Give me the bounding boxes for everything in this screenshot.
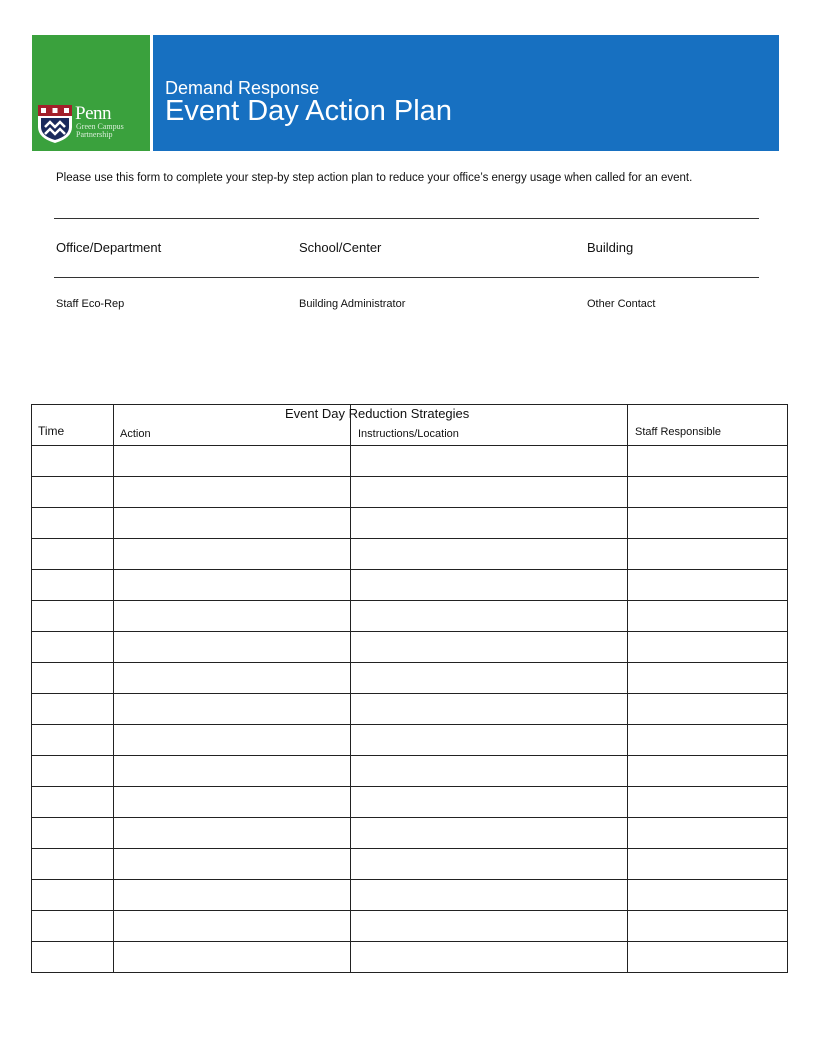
time-cell[interactable] (32, 508, 114, 539)
table-row (32, 446, 788, 477)
staff-responsible-header: Staff Responsible (635, 426, 722, 438)
table-row (32, 508, 788, 539)
staff-cell[interactable] (628, 911, 788, 942)
time-cell[interactable] (32, 756, 114, 787)
page-title: Event Day Action Plan (165, 95, 452, 127)
penn-shield-icon (38, 105, 72, 143)
instructions-cell[interactable] (351, 725, 628, 756)
time-cell[interactable] (32, 880, 114, 911)
staff-cell[interactable] (628, 601, 788, 632)
table-row (32, 477, 788, 508)
intro-text: Please use this form to complete your step-by step action plan to reduce your office’s energy usage when called for an event. (56, 172, 693, 184)
staff-cell[interactable] (628, 694, 788, 725)
table-title: Event Day Reduction Strategies (285, 406, 470, 421)
instructions-cell[interactable] (351, 880, 628, 911)
instructions-cell[interactable] (351, 508, 628, 539)
instructions-cell[interactable] (351, 787, 628, 818)
table-row (32, 942, 788, 973)
action-cell[interactable] (114, 508, 351, 539)
table-row (32, 725, 788, 756)
table-row (32, 911, 788, 942)
staff-cell[interactable] (628, 787, 788, 818)
instructions-cell[interactable] (351, 663, 628, 694)
staff-cell[interactable] (628, 570, 788, 601)
table-row (32, 570, 788, 601)
action-cell[interactable] (114, 539, 351, 570)
divider (54, 218, 759, 219)
time-cell[interactable] (32, 911, 114, 942)
staff-cell[interactable] (628, 632, 788, 663)
penn-tagline-2: Partnership (76, 130, 113, 139)
time-cell[interactable] (32, 446, 114, 477)
office-department-label: Office/Department (56, 240, 162, 255)
instructions-cell[interactable] (351, 942, 628, 973)
action-cell[interactable] (114, 756, 351, 787)
time-cell[interactable] (32, 818, 114, 849)
time-cell[interactable] (32, 942, 114, 973)
staff-cell[interactable] (628, 725, 788, 756)
action-cell[interactable] (114, 632, 351, 663)
action-cell[interactable] (114, 911, 351, 942)
building-label: Building (587, 240, 634, 255)
building-administrator-label: Building Administrator (299, 298, 406, 310)
action-cell[interactable] (114, 818, 351, 849)
instructions-cell[interactable] (351, 601, 628, 632)
instructions-cell[interactable] (351, 632, 628, 663)
staff-cell[interactable] (628, 446, 788, 477)
staff-eco-rep-label: Staff Eco-Rep (56, 298, 125, 310)
action-cell[interactable] (114, 663, 351, 694)
time-cell[interactable] (32, 570, 114, 601)
staff-cell[interactable] (628, 508, 788, 539)
time-cell[interactable] (32, 663, 114, 694)
instructions-cell[interactable] (351, 539, 628, 570)
table-row (32, 880, 788, 911)
page-subtitle: Demand Response (165, 78, 320, 98)
table-row (32, 601, 788, 632)
action-cell[interactable] (114, 446, 351, 477)
instructions-cell[interactable] (351, 477, 628, 508)
action-cell[interactable] (114, 725, 351, 756)
staff-cell[interactable] (628, 880, 788, 911)
table-row (32, 539, 788, 570)
action-cell[interactable] (114, 880, 351, 911)
instructions-cell[interactable] (351, 818, 628, 849)
action-plan-table (31, 404, 788, 973)
time-cell[interactable] (32, 477, 114, 508)
instructions-cell[interactable] (351, 570, 628, 601)
action-cell[interactable] (114, 787, 351, 818)
table-row (32, 694, 788, 725)
other-contact-label: Other Contact (587, 298, 656, 310)
table-row (32, 818, 788, 849)
instructions-cell[interactable] (351, 446, 628, 477)
staff-cell[interactable] (628, 818, 788, 849)
time-cell[interactable] (32, 632, 114, 663)
header-staff (628, 405, 788, 446)
action-cell[interactable] (114, 570, 351, 601)
time-cell[interactable] (32, 601, 114, 632)
header-banner (32, 35, 779, 151)
staff-cell[interactable] (628, 539, 788, 570)
time-cell[interactable] (32, 849, 114, 880)
instructions-cell[interactable] (351, 756, 628, 787)
table-row (32, 663, 788, 694)
staff-cell[interactable] (628, 477, 788, 508)
staff-cell[interactable] (628, 663, 788, 694)
table-row (32, 632, 788, 663)
table-row (32, 787, 788, 818)
table-row (32, 756, 788, 787)
time-cell[interactable] (32, 725, 114, 756)
header-time (32, 405, 114, 446)
staff-cell[interactable] (628, 942, 788, 973)
time-header: Time (38, 424, 65, 438)
penn-tagline-1: Green Campus (76, 122, 124, 131)
instructions-location-header: Instructions/Location (358, 428, 459, 440)
divider (54, 277, 759, 278)
time-cell[interactable] (32, 539, 114, 570)
penn-logo (32, 35, 150, 151)
instructions-cell[interactable] (351, 911, 628, 942)
school-center-label: School/Center (299, 240, 382, 255)
staff-cell[interactable] (628, 756, 788, 787)
action-cell[interactable] (114, 849, 351, 880)
action-cell[interactable] (114, 601, 351, 632)
time-cell[interactable] (32, 694, 114, 725)
action-cell[interactable] (114, 694, 351, 725)
action-cell[interactable] (114, 477, 351, 508)
action-header: Action (120, 428, 151, 440)
instructions-cell[interactable] (351, 694, 628, 725)
action-cell[interactable] (114, 942, 351, 973)
staff-cell[interactable] (628, 849, 788, 880)
time-cell[interactable] (32, 787, 114, 818)
table-row (32, 849, 788, 880)
penn-wordmark: Penn (75, 103, 111, 124)
instructions-cell[interactable] (351, 849, 628, 880)
